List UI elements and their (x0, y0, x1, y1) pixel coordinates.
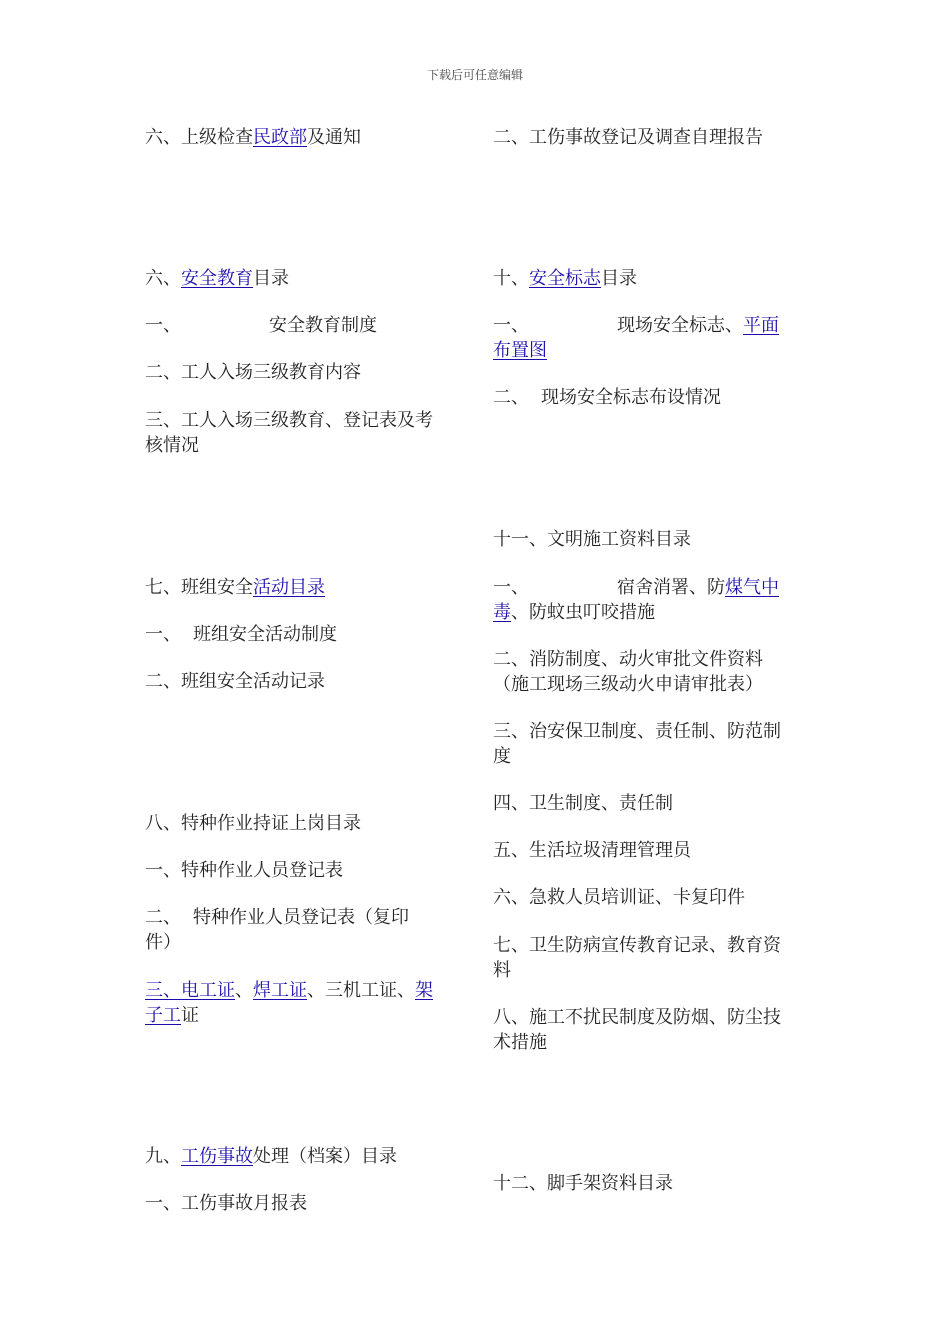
right-item-security-line2: 度 (493, 746, 511, 767)
left-heading-special-operations: 八、特种作业持证上岗目录 (145, 813, 361, 834)
right-heading-civilized-construction: 十一、文明施工资料目录 (493, 529, 691, 550)
left-heading-work-injury (145, 1144, 397, 1169)
left-item-special-register-copy-line1 (145, 905, 409, 930)
text: 六、 (145, 268, 181, 289)
right-item-security-line1: 三、治安保卫制度、责任制、防范制 (493, 721, 781, 742)
item-number: 二、 (145, 907, 181, 928)
text: 目录 (601, 268, 637, 289)
link-safety-education[interactable]: 安全教育 (181, 268, 253, 289)
right-heading-scaffold: 十二、脚手架资料目录 (493, 1173, 673, 1194)
right-item-no-disturbance-line2: 术措施 (493, 1032, 547, 1053)
text: 九、 (145, 1146, 181, 1167)
right-item-site-signs-line1 (493, 313, 779, 338)
left-item-injury-monthly-report: 一、工伤事故月报表 (145, 1193, 307, 1214)
text: 、防蚊虫叮咬措施 (511, 602, 655, 623)
item-number: 一、 (493, 315, 529, 336)
link-prefix[interactable]: 三、 (145, 980, 181, 1001)
text: 六、上级检查 (145, 127, 253, 148)
link-gas-poisoning[interactable]: 煤气中 (725, 577, 779, 598)
link-welder-cert[interactable]: 焊工证 (253, 980, 307, 1001)
link-civil-affairs[interactable]: 民政部 (253, 127, 307, 148)
left-item-special-register-copy-line2: 件） (145, 932, 181, 953)
link-work-injury[interactable]: 工伤事故 (181, 1146, 253, 1167)
item-number: 一、 (145, 624, 181, 645)
left-heading-safety-education (145, 266, 289, 291)
left-item-three-level-register-line1: 三、工人入场三级教育、登记表及考 (145, 410, 433, 431)
left-item-certificates-line1 (145, 978, 433, 1003)
text: 及通知 (307, 127, 361, 148)
item-number: 一、 (145, 315, 181, 336)
right-item-no-disturbance-line1: 八、施工不扰民制度及防烟、防尘技 (493, 1007, 781, 1028)
right-item-fire-system-line2: （施工现场三级动火申请审批表） (493, 674, 763, 695)
left-heading-team-safety (145, 575, 325, 600)
link-floor-plan[interactable]: 平面 (743, 315, 779, 336)
right-item-fire-system-line1: 二、消防制度、动火审批文件资料 (493, 649, 763, 670)
link-electrician-cert[interactable]: 电工证 (181, 980, 235, 1001)
right-item-garbage: 五、生活垃圾清理管理员 (493, 840, 691, 861)
link-scaffolder-cert[interactable]: 架 (415, 980, 433, 1001)
right-item-injury-register-report: 二、工伤事故登记及调查自理报告 (493, 127, 763, 148)
right-item-dormitory-line2 (493, 600, 655, 625)
text: 目录 (253, 268, 289, 289)
text: 七、班组安全 (145, 577, 253, 598)
left-item-team-activity-record: 二、班组安全活动记录 (145, 671, 325, 692)
right-item-disease-prevention-line2: 料 (493, 960, 511, 981)
item-text: 现场安全标志、 (617, 315, 743, 336)
link-floor-plan[interactable]: 布置图 (493, 340, 547, 361)
item-text: 现场安全标志布设情况 (541, 387, 721, 408)
item-text: 班组安全活动制度 (193, 624, 337, 645)
text: 处理（档案）目录 (253, 1146, 397, 1167)
item-text: 特种作业人员登记表（复印 (193, 907, 409, 928)
left-item-three-level-content: 二、工人入场三级教育内容 (145, 362, 361, 383)
text: 证 (181, 1005, 199, 1026)
item-text: 安全教育制度 (269, 315, 377, 336)
item-number: 一、 (493, 577, 529, 598)
left-heading-inspection (145, 125, 361, 150)
right-item-site-signs-line2 (493, 338, 547, 363)
right-item-disease-prevention-line1: 七、卫生防病宣传教育记录、教育资 (493, 935, 781, 956)
right-item-hygiene: 四、卫生制度、责任制 (493, 793, 673, 814)
right-item-first-aid: 六、急救人员培训证、卡复印件 (493, 887, 745, 908)
right-item-signs-layout (493, 385, 721, 410)
link-gas-poisoning[interactable]: 毒 (493, 602, 511, 623)
left-item-special-register: 一、特种作业人员登记表 (145, 860, 343, 881)
item-text: 宿舍消署、防 (617, 577, 725, 598)
text: 、 (235, 980, 253, 1001)
link-scaffolder-cert[interactable]: 子工 (145, 1005, 181, 1026)
right-item-dormitory-line1 (493, 575, 779, 600)
link-activity-catalog[interactable]: 活动目录 (253, 577, 325, 598)
page-header-note: 下载后可任意编辑 (426, 68, 523, 82)
link-safety-signs[interactable]: 安全标志 (529, 268, 601, 289)
left-item-team-activity-system (145, 622, 337, 647)
text: 十、 (493, 268, 529, 289)
left-item-three-level-register-line2: 核情况 (145, 435, 199, 456)
item-number: 二、 (493, 387, 529, 408)
left-item-education-system (145, 313, 377, 338)
left-item-certificates-line2 (145, 1003, 199, 1028)
text: 、三机工证、 (307, 980, 415, 1001)
right-heading-safety-signs (493, 266, 637, 291)
